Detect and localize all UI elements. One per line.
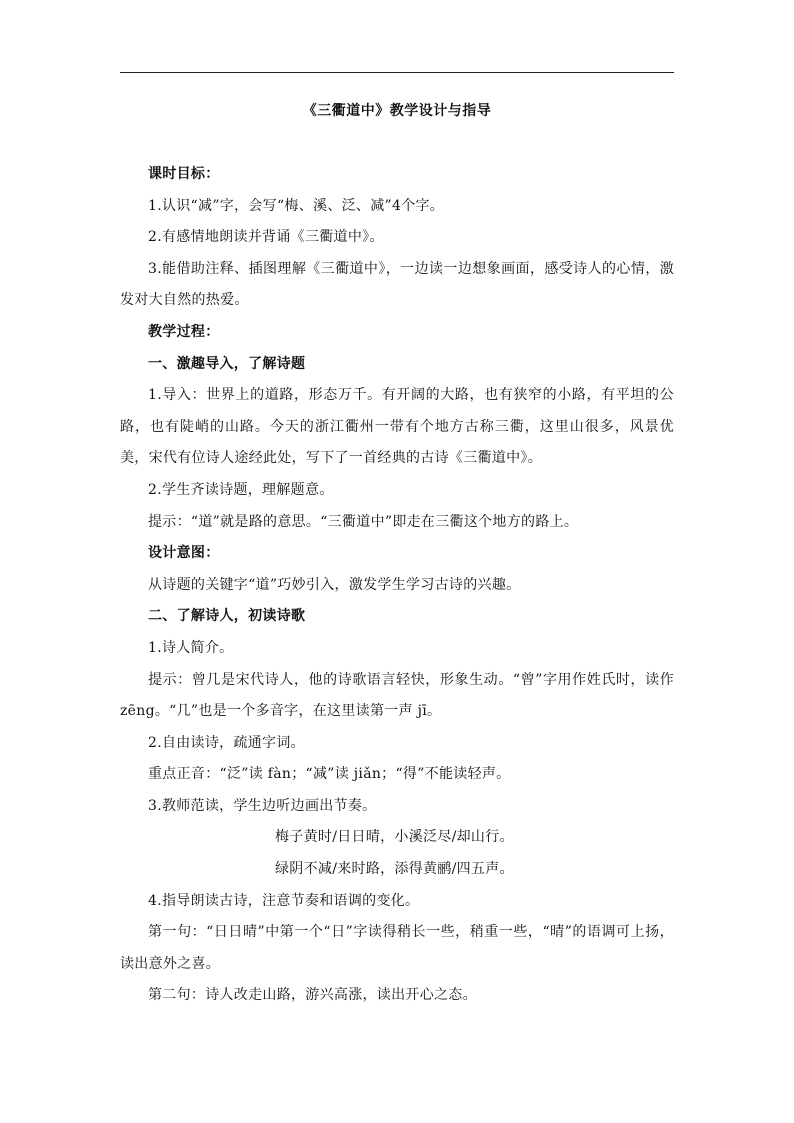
step-heading-2: 二、了解诗人，初读诗歌 (148, 608, 306, 625)
paragraph-line-two: 第二句：诗人改走山路，游兴高涨，读出开心之态。 (148, 987, 477, 1004)
design-intent-heading: 设计意图： (148, 545, 220, 562)
document-title: 《三衢道中》教学设计与指导 (302, 103, 492, 119)
poem-line-1: 梅子黄时/日日晴，小溪泛尽/却山行。 (275, 829, 514, 846)
paragraph-line-one: 第一句：“日日晴”中第一个“日”字读得稍长一些，稍重一些，“晴”的语调可上扬，读出意外之喜。 (120, 924, 674, 972)
paragraph-pronunciation: 重点正音：“泛”读 fàn；“减”读 jiǎn；“得”不能读轻声。 (148, 766, 511, 783)
paragraph-guided-read: 4.指导朗读古诗，注意节奏和语调的变化。 (148, 892, 420, 909)
objective-1: 1.认识“减”字，会写“梅、溪、泛、减”4个字。 (148, 197, 445, 214)
paragraph-free-read: 2.自由读诗，疏通字词。 (148, 734, 305, 751)
objective-3: 3.能借助注释、插图理解《三衢道中》，一边读一边想象画面，感受诗人的心情，激发对大自然的热爱。 (120, 260, 674, 309)
paragraph-hint-2: 提示：曾几是宋代诗人，他的诗歌语言轻快，形象生动。“曾”字用作姓氏时，读作 zēng。“几”也是一个多音字，在这里读第一声 jī。 (120, 671, 674, 720)
step-heading-1: 一、激趣导入，了解诗题 (148, 355, 306, 372)
section-heading-objectives: 课时目标： (148, 166, 220, 182)
header-rule (120, 72, 674, 73)
paragraph-design-intent: 从诗题的关键字“道”巧妙引入，激发学生学习古诗的兴趣。 (148, 576, 521, 593)
document-body (120, 159, 674, 1012)
paragraph-teacher-read: 3.教师范读，学生边听边画出节奏。 (148, 797, 377, 814)
document-page (120, 0, 674, 1123)
poem-line-2: 绿阴不减/来时路，添得黄鹂/四五声。 (275, 861, 514, 878)
paragraph-poet-intro: 1.诗人简介。 (148, 639, 234, 656)
paragraph-read-title: 2.学生齐读诗题，理解题意。 (148, 481, 334, 498)
paragraph-hint-1: 提示：“道”就是路的意思。“三衢道中”即走在三衢这个地方的路上。 (148, 513, 579, 530)
objective-2: 2.有感情地朗读并背诵《三衢道中》。 (148, 229, 384, 246)
section-heading-process: 教学过程： (148, 323, 220, 340)
paragraph-intro: 1.导入：世界上的道路，形态万千。有开阔的大路，也有狭窄的小路，有平坦的公路，也有陡峭的山路。今天的浙江衢州一带有个地方古称三衢，这里山很多，风景优美，宋代有位诗人途经此处，写下了一首经典的古诗《三衢道中》。 (120, 387, 674, 467)
